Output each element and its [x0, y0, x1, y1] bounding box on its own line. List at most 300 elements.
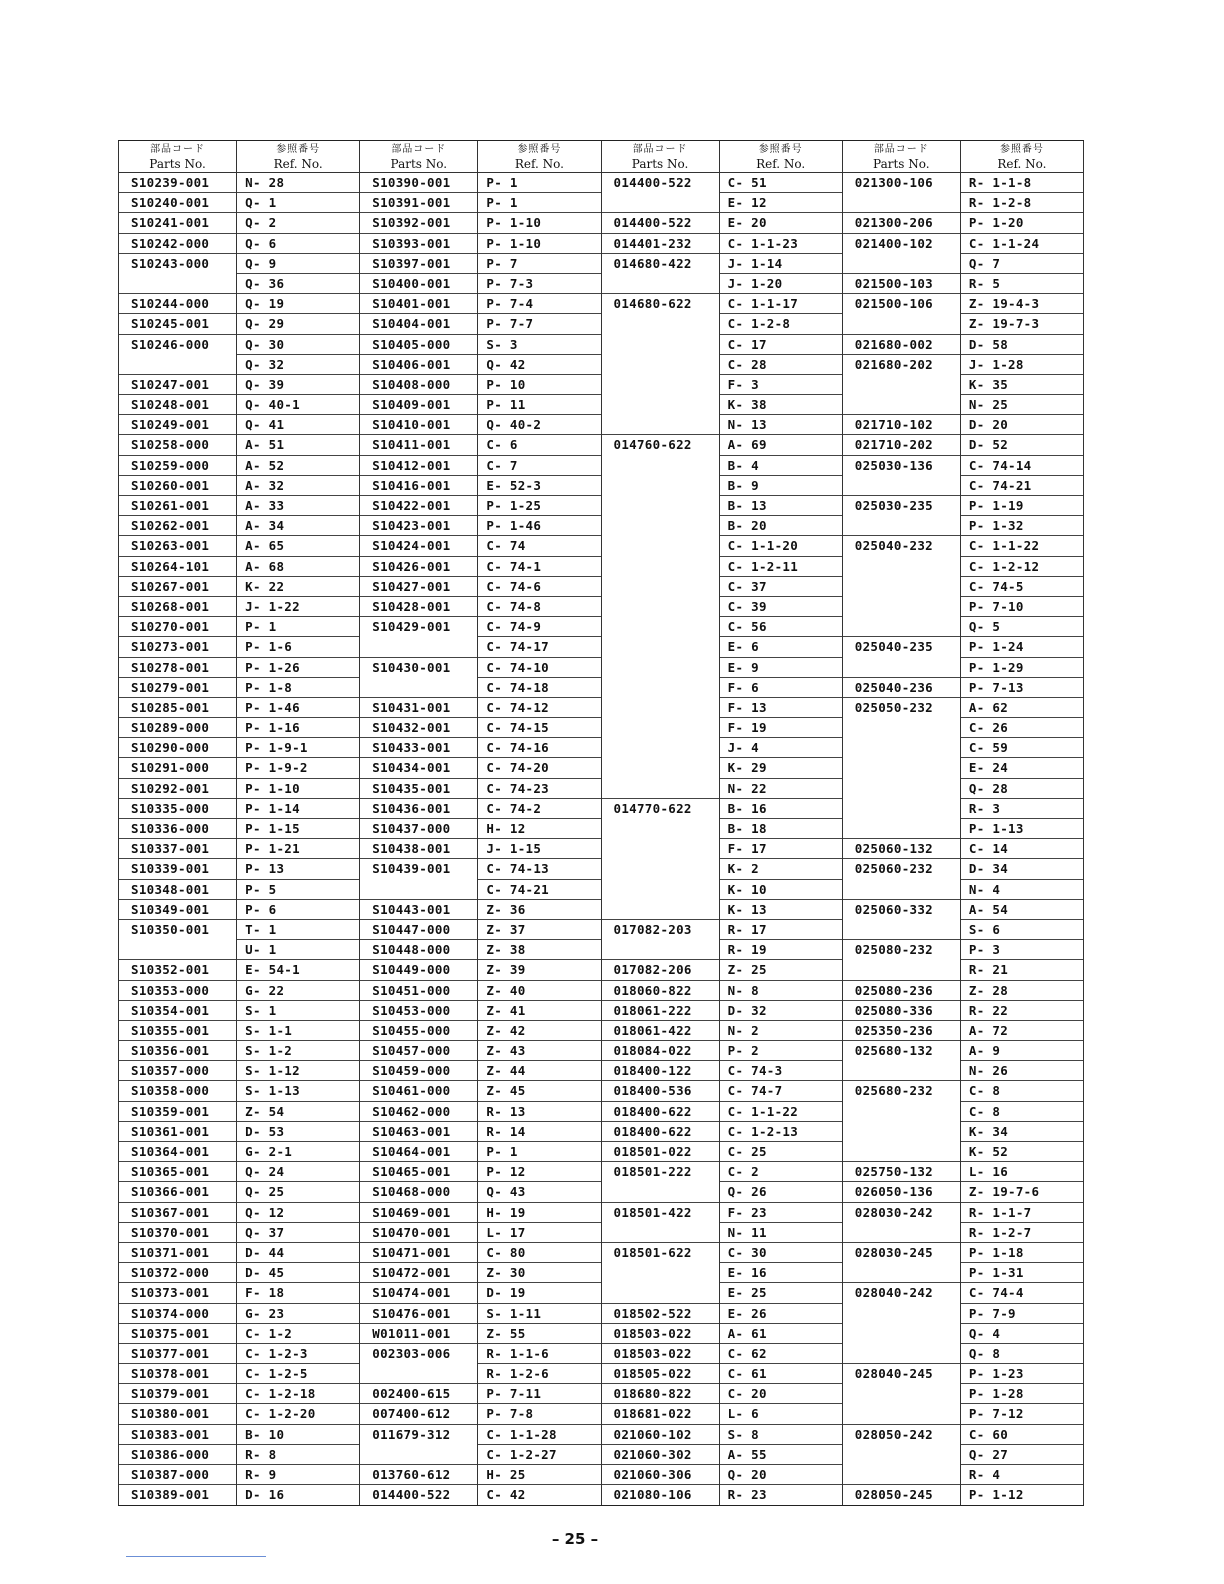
ref-no-cell: F- 18	[237, 1283, 359, 1303]
parts-no-cell	[843, 658, 960, 678]
ref-no-cell: D- 34	[961, 859, 1083, 879]
parts-no-cell: S10470-001	[360, 1223, 477, 1243]
parts-no-cell: 014680-622	[613, 296, 692, 312]
parts-no-cell: S10290-000	[119, 738, 236, 758]
ref-no-cell: Q- 32	[237, 355, 359, 375]
header-parts-no: 部品コード Parts No.	[360, 141, 477, 173]
parts-no-cell: S10379-001	[119, 1384, 236, 1404]
parts-no-cell: 025040-235	[854, 639, 934, 655]
ref-no-cell: A- 61	[720, 1324, 842, 1344]
parts-no-cell: S10353-000	[119, 981, 236, 1001]
parts-no-cell	[843, 880, 960, 900]
parts-no-cell: 014680-422	[613, 255, 692, 271]
ref-no-cell: P- 7-13	[961, 678, 1083, 698]
parts-no-cell: S10259-000	[119, 456, 236, 476]
ref-no-cell: P- 1	[237, 617, 359, 637]
parts-no-cell: S10430-001	[372, 659, 451, 675]
ref-no-cell: N- 11	[720, 1223, 842, 1243]
parts-no-cell: S10462-000	[360, 1102, 477, 1122]
ref-no-cell: P- 1-26	[237, 658, 359, 678]
ref-no-cell: N- 13	[720, 415, 842, 435]
parts-no-cell	[360, 880, 477, 900]
ref-no-cell: C- 17	[720, 335, 842, 355]
parts-no-cell: 002400-615	[360, 1384, 477, 1404]
ref-no-cell: P- 10	[478, 375, 600, 395]
ref-no-cell: A- 9	[961, 1041, 1083, 1061]
ref-no-cell: P- 1-12	[968, 1487, 1024, 1503]
ref-no-cell: C- 8	[961, 1081, 1083, 1101]
parts-no-cell: S10372-000	[119, 1263, 236, 1283]
ref-no-cell: A- 72	[961, 1021, 1083, 1041]
ref-no-cell: B- 4	[720, 456, 842, 476]
ref-no-cell: S- 6	[961, 920, 1083, 940]
ref-no-cell: Q- 40-1	[237, 395, 359, 415]
parts-no-cell: S10457-000	[360, 1041, 477, 1061]
ref-no-cell: Z- 19-7-3	[961, 314, 1083, 334]
parts-no-cell	[843, 1102, 960, 1122]
parts-no-cell	[843, 617, 960, 637]
ref-no-cell: J- 1-28	[961, 355, 1083, 375]
ref-no-cell: P- 7-4	[478, 294, 600, 314]
parts-no-cell: 025040-232	[854, 538, 934, 554]
ref-no-cell: A- 52	[237, 456, 359, 476]
ref-no-cell: E- 54-1	[237, 960, 359, 980]
parts-no-cell	[602, 516, 719, 536]
parts-no-cell: S10449-000	[360, 960, 477, 980]
parts-no-cell: S10386-000	[119, 1445, 236, 1465]
parts-no-cell	[602, 496, 719, 516]
ref-no-cell: L- 6	[720, 1404, 842, 1424]
ref-no-cell: F- 6	[720, 678, 842, 698]
ref-no-cell: N- 2	[720, 1021, 842, 1041]
parts-no-cell	[843, 375, 960, 395]
parts-no-cell: S10244-000	[119, 294, 236, 314]
parts-no-cell: 014400-522	[602, 213, 719, 233]
ref-no-cell: R- 4	[961, 1465, 1083, 1485]
ref-no-cell: J- 4	[720, 738, 842, 758]
ref-no-cell: D- 32	[720, 1001, 842, 1021]
ref-no-cell: P- 1-8	[237, 678, 359, 698]
parts-no-cell: S10387-000	[119, 1465, 236, 1485]
parts-no-cell: S10248-001	[119, 395, 236, 415]
ref-no-cell: H- 25	[478, 1465, 600, 1485]
parts-no-cell	[602, 880, 719, 900]
parts-no-cell	[360, 637, 477, 657]
ref-no-cell: C- 51	[720, 173, 842, 193]
parts-no-cell: S10472-001	[360, 1263, 477, 1283]
parts-no-cell: 007400-612	[360, 1404, 477, 1424]
parts-no-cell	[843, 1304, 960, 1324]
parts-no-cell: 025350-236	[843, 1021, 960, 1041]
ref-no-cell: K- 10	[720, 880, 842, 900]
ref-no-cell: B- 20	[720, 516, 842, 536]
parts-no-cell	[843, 1122, 960, 1142]
parts-no-cell	[119, 355, 236, 375]
ref-no-cell: Q- 25	[237, 1182, 359, 1202]
ref-no-cell: P- 13	[237, 859, 359, 879]
parts-no-cell: S10370-001	[119, 1223, 236, 1243]
ref-no-cell: C- 1-1-22	[720, 1102, 842, 1122]
parts-no-cell: 021710-102	[843, 415, 960, 435]
parts-no-cell: 014400-522	[613, 175, 692, 190]
ref-no-cell: P- 7-11	[478, 1384, 600, 1404]
parts-no-cell: 018400-622	[602, 1102, 719, 1122]
ref-no-cell: Q- 19	[237, 294, 359, 314]
parts-no-cell: 021680-002	[843, 335, 960, 355]
parts-no-cell: 018501-022	[602, 1142, 719, 1162]
parts-no-cell	[843, 718, 960, 738]
parts-no-cell: S10377-001	[119, 1344, 236, 1364]
ref-no-cell: Q- 43	[478, 1182, 600, 1202]
ref-no-cell: N- 4	[961, 880, 1083, 900]
parts-no-cell: S10459-000	[360, 1061, 477, 1081]
parts-no-cell: S10409-001	[360, 395, 477, 415]
ref-no-cell: Z- 39	[478, 960, 600, 980]
header-parts-no: 部品コード Parts No.	[602, 141, 719, 173]
ref-no-cell: Q- 6	[237, 234, 359, 254]
parts-no-cell	[602, 355, 719, 375]
ref-no-cell: Z- 30	[478, 1263, 600, 1283]
ref-no-cell: Q- 42	[478, 355, 600, 375]
ref-no-cell: D- 19	[478, 1283, 600, 1303]
col-ref-no-1	[236, 141, 359, 1505]
parts-no-cell: S10243-000	[131, 255, 210, 271]
parts-no-cell: S10434-001	[360, 758, 477, 778]
parts-no-cell: S10291-000	[119, 758, 236, 778]
ref-no-cell: P- 1-15	[237, 819, 359, 839]
parts-no-cell: S10437-000	[360, 819, 477, 839]
parts-no-cell	[602, 476, 719, 496]
ref-no-cell: P- 1-10	[478, 213, 600, 233]
ref-no-cell: K- 52	[961, 1142, 1083, 1162]
parts-no-cell	[602, 536, 719, 556]
parts-no-cell	[843, 254, 960, 274]
ref-no-cell: P- 12	[478, 1162, 600, 1182]
parts-no-cell: S10366-001	[119, 1182, 236, 1202]
ref-no-cell: L- 17	[478, 1223, 600, 1243]
ref-no-cell: T- 1	[237, 920, 359, 940]
ref-no-cell: A- 68	[237, 557, 359, 577]
col-ref-no-3	[719, 141, 842, 1505]
ref-no-cell: K- 13	[720, 900, 842, 920]
ref-no-cell: C- 1-2-18	[237, 1384, 359, 1404]
parts-no-cell: S10465-001	[360, 1162, 477, 1182]
ref-no-cell: C- 2	[720, 1162, 842, 1182]
ref-no-cell: C- 1-1-22	[961, 536, 1083, 556]
parts-no-cell	[360, 678, 477, 698]
parts-no-cell: S10400-001	[360, 274, 477, 294]
ref-no-cell: Q- 39	[237, 375, 359, 395]
ref-no-cell: Q- 29	[237, 314, 359, 334]
ref-no-cell: P- 2	[720, 1041, 842, 1061]
ref-no-cell: C- 74-23	[478, 779, 600, 799]
ref-no-cell: Z- 44	[478, 1061, 600, 1081]
ref-no-cell: Z- 38	[478, 940, 600, 960]
ref-no-cell: P- 7-12	[961, 1404, 1083, 1424]
ref-no-cell: N- 22	[720, 779, 842, 799]
ref-no-cell: C- 42	[486, 1487, 526, 1503]
parts-no-cell	[602, 375, 719, 395]
ref-no-cell: Q- 40-2	[478, 415, 600, 435]
parts-no-cell: S10260-001	[119, 476, 236, 496]
ref-no-cell: Q- 27	[961, 1445, 1083, 1465]
parts-no-cell	[119, 274, 236, 294]
parts-no-cell: S10349-001	[119, 900, 236, 920]
parts-no-cell: 018681-022	[602, 1404, 719, 1424]
ref-no-cell: R- 13	[478, 1102, 600, 1122]
parts-no-cell: S10476-001	[360, 1304, 477, 1324]
ref-no-cell: P- 11	[478, 395, 600, 415]
parts-no-cell	[843, 1465, 960, 1485]
parts-no-cell	[843, 597, 960, 617]
ref-no-cell: C- 80	[478, 1243, 600, 1263]
parts-no-cell: S10427-001	[360, 577, 477, 597]
parts-no-cell: S10336-000	[119, 819, 236, 839]
parts-no-cell: S10339-001	[119, 859, 236, 879]
ref-no-cell: P- 1-10	[237, 779, 359, 799]
parts-no-cell: S10239-001	[119, 173, 236, 193]
parts-no-cell: S10263-001	[119, 536, 236, 556]
parts-no-cell: S10397-001	[360, 254, 477, 274]
parts-no-cell	[843, 1344, 960, 1364]
ref-no-cell: E- 12	[720, 193, 842, 213]
parts-no-cell: 011679-312	[372, 1426, 451, 1442]
ref-no-cell: C- 74	[478, 536, 600, 556]
parts-no-cell	[602, 314, 719, 334]
parts-no-cell: S10411-001	[360, 435, 477, 455]
ref-no-cell: E- 52-3	[478, 476, 600, 496]
col-parts-no-1	[118, 141, 236, 1505]
parts-no-cell: S10406-001	[360, 355, 477, 375]
parts-no-cell: 014760-622	[613, 437, 692, 453]
parts-no-cell: S10463-001	[360, 1122, 477, 1142]
parts-no-cell: S10383-001	[119, 1425, 236, 1445]
parts-no-cell: 025060-232	[854, 861, 934, 877]
ref-no-cell: C- 28	[720, 355, 842, 375]
parts-no-cell: S10390-001	[360, 173, 477, 193]
parts-no-cell: S10431-001	[360, 698, 477, 718]
parts-no-cell: S10426-001	[360, 557, 477, 577]
parts-no-cell	[602, 839, 719, 859]
parts-no-cell	[843, 516, 960, 536]
ref-no-cell: P- 7-7	[478, 314, 600, 334]
parts-no-cell	[843, 758, 960, 778]
parts-no-cell	[602, 779, 719, 799]
ref-no-cell: Q- 2	[237, 213, 359, 233]
parts-no-cell	[602, 193, 719, 213]
parts-no-cell	[843, 193, 960, 213]
ref-no-cell: C- 74-17	[478, 637, 600, 657]
parts-no-cell: S10373-001	[119, 1283, 236, 1303]
ref-no-cell: C- 74-3	[720, 1061, 842, 1081]
ref-no-cell: C- 1-2-5	[237, 1364, 359, 1384]
ref-no-cell: C- 74-21	[961, 476, 1083, 496]
ref-no-cell: P- 3	[961, 940, 1083, 960]
ref-no-cell: P- 1-31	[961, 1263, 1083, 1283]
parts-no-cell: S10364-001	[119, 1142, 236, 1162]
parts-no-cell	[602, 1263, 719, 1283]
ref-no-cell: P- 1-16	[237, 718, 359, 738]
parts-no-cell	[843, 577, 960, 597]
col-parts-no-3	[601, 141, 719, 1505]
parts-no-cell: 025060-332	[854, 901, 934, 917]
parts-no-cell: S10404-001	[360, 314, 477, 334]
parts-no-cell: S10348-001	[119, 880, 236, 900]
parts-no-cell: S10474-001	[360, 1283, 477, 1303]
ref-no-cell: C- 74-18	[478, 678, 600, 698]
ref-no-cell: N- 25	[961, 395, 1083, 415]
parts-no-cell	[602, 859, 719, 879]
ref-no-cell: R- 3	[961, 799, 1083, 819]
parts-no-cell: 021300-106	[854, 175, 934, 190]
parts-no-cell: S10267-001	[119, 577, 236, 597]
ref-no-cell: R- 14	[478, 1122, 600, 1142]
ref-no-cell: Q- 8	[961, 1344, 1083, 1364]
ref-no-cell: C- 74-15	[478, 718, 600, 738]
ref-no-cell: Z- 55	[478, 1324, 600, 1344]
ref-no-cell: S- 8	[720, 1425, 842, 1445]
ref-no-cell: A- 55	[720, 1445, 842, 1465]
parts-no-cell	[602, 900, 719, 920]
ref-no-cell: C- 8	[961, 1102, 1083, 1122]
parts-no-cell: 018505-022	[602, 1364, 719, 1384]
parts-no-cell: S10285-001	[119, 698, 236, 718]
ref-no-cell: N- 8	[720, 981, 842, 1001]
parts-no-cell: 018061-422	[602, 1021, 719, 1041]
ref-no-cell: P- 1	[478, 193, 600, 213]
ref-no-cell: R- 21	[961, 960, 1083, 980]
ref-no-cell: B- 9	[720, 476, 842, 496]
page-number: – 25 –	[551, 1530, 599, 1548]
parts-no-cell: 014770-622	[613, 800, 692, 816]
parts-no-cell: S10464-001	[360, 1142, 477, 1162]
ref-no-cell: B- 10	[237, 1425, 359, 1445]
parts-no-cell: 021500-103	[843, 274, 960, 294]
ref-no-cell: Q- 12	[237, 1203, 359, 1223]
parts-no-cell	[843, 1142, 960, 1162]
ref-no-cell: K- 35	[961, 375, 1083, 395]
parts-no-cell: S10359-001	[119, 1102, 236, 1122]
parts-no-cell	[602, 678, 719, 698]
ref-no-cell: A- 69	[720, 435, 842, 455]
parts-no-cell	[602, 698, 719, 718]
parts-no-cell: S10443-001	[360, 900, 477, 920]
ref-no-cell: G- 23	[237, 1304, 359, 1324]
ref-no-cell: C- 74-12	[478, 698, 600, 718]
parts-no-cell: S10436-001	[360, 799, 477, 819]
ref-no-cell: A- 54	[961, 900, 1083, 920]
ref-no-cell: C- 61	[720, 1364, 842, 1384]
parts-no-cell: S10416-001	[360, 476, 477, 496]
parts-no-cell: S10408-000	[360, 375, 477, 395]
ref-no-cell: Z- 19-7-6	[961, 1182, 1083, 1202]
parts-no-cell: S10453-000	[360, 1001, 477, 1021]
ref-no-cell: E- 26	[720, 1304, 842, 1324]
parts-no-cell: S10245-001	[119, 314, 236, 334]
parts-no-cell	[602, 718, 719, 738]
ref-no-cell: D- 45	[237, 1263, 359, 1283]
ref-no-cell: Q- 28	[961, 779, 1083, 799]
parts-no-cell: S10268-001	[119, 597, 236, 617]
parts-no-cell: S10392-001	[360, 213, 477, 233]
ref-no-cell: C- 1-2-12	[961, 557, 1083, 577]
parts-no-cell: 021060-102	[602, 1425, 719, 1445]
parts-no-cell	[843, 395, 960, 415]
parts-no-cell: 025750-132	[843, 1162, 960, 1182]
ref-no-cell: U- 1	[237, 940, 359, 960]
ref-no-cell: R- 1-1-6	[478, 1344, 600, 1364]
parts-no-cell	[843, 1404, 960, 1424]
parts-no-cell: S10375-001	[119, 1324, 236, 1344]
parts-no-cell: S10378-001	[119, 1364, 236, 1384]
parts-no-cell	[602, 819, 719, 839]
ref-no-cell: K- 29	[720, 758, 842, 778]
ref-no-cell: C- 14	[961, 839, 1083, 859]
parts-no-cell: 025080-336	[843, 1001, 960, 1021]
parts-no-cell: 021710-202	[843, 435, 960, 455]
parts-no-cell: 018084-022	[602, 1041, 719, 1061]
ref-no-cell: H- 12	[478, 819, 600, 839]
parts-no-cell: S10391-001	[360, 193, 477, 213]
parts-no-cell	[602, 415, 719, 435]
ref-no-cell: C- 1-2-27	[478, 1445, 600, 1465]
ref-no-cell: D- 20	[961, 415, 1083, 435]
ref-no-cell: Z- 19-4-3	[961, 294, 1083, 314]
ref-no-cell: S- 1-13	[237, 1081, 359, 1101]
ref-no-cell: P- 6	[237, 900, 359, 920]
ref-no-cell: A- 32	[237, 476, 359, 496]
ref-no-cell: S- 1-11	[478, 1304, 600, 1324]
parts-no-cell: S10249-001	[119, 415, 236, 435]
ref-no-cell: P- 1-9-2	[237, 758, 359, 778]
parts-no-cell	[602, 617, 719, 637]
ref-no-cell: P- 1-46	[237, 698, 359, 718]
parts-no-cell: 028030-242	[854, 1204, 934, 1220]
parts-no-cell: S10451-000	[360, 981, 477, 1001]
ref-no-cell: K- 22	[237, 577, 359, 597]
ref-no-cell: Z- 25	[720, 960, 842, 980]
ref-no-cell: C- 74-4	[961, 1283, 1083, 1303]
ref-no-cell: E- 24	[961, 758, 1083, 778]
ref-no-cell: P- 7-3	[478, 274, 600, 294]
ref-no-cell: R- 22	[961, 1001, 1083, 1021]
parts-no-cell: S10246-000	[131, 336, 210, 352]
parts-no-cell	[602, 335, 719, 355]
footer-rule	[126, 1556, 266, 1557]
parts-no-cell	[843, 1263, 960, 1283]
parts-no-cell: 021300-206	[843, 213, 960, 233]
parts-no-cell: 028040-242	[854, 1285, 934, 1301]
parts-no-cell: 018503-022	[602, 1324, 719, 1344]
parts-no-cell: S10365-001	[119, 1162, 236, 1182]
parts-no-cell: 025680-132	[854, 1043, 934, 1059]
ref-no-cell: K- 34	[961, 1122, 1083, 1142]
parts-no-cell: S10262-001	[119, 516, 236, 536]
ref-no-cell: C- 1-1-23	[720, 234, 842, 254]
ref-no-cell: C- 74-5	[961, 577, 1083, 597]
ref-no-cell: P- 1-32	[961, 516, 1083, 536]
parts-no-cell	[843, 1061, 960, 1081]
col-ref-no-4	[960, 141, 1084, 1505]
ref-no-cell: R- 23	[727, 1487, 767, 1503]
parts-no-cell: S10241-001	[119, 213, 236, 233]
ref-no-cell: C- 56	[720, 617, 842, 637]
ref-no-cell: F- 19	[720, 718, 842, 738]
ref-no-cell: Q- 4	[961, 1324, 1083, 1344]
parts-no-cell	[843, 476, 960, 496]
ref-no-cell: G- 22	[237, 981, 359, 1001]
parts-no-cell	[602, 456, 719, 476]
